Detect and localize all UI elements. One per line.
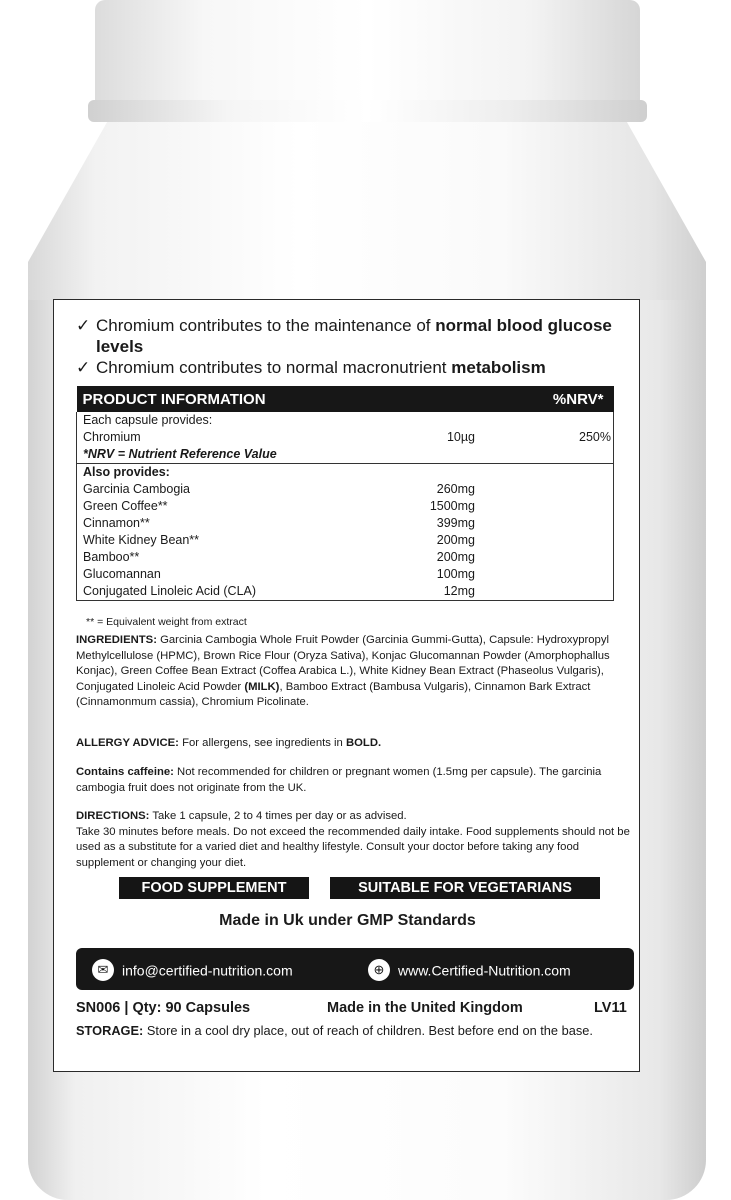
ingredients-text [76,633,636,711]
ingredient-amount: 12mg [349,583,545,601]
table-row [77,412,614,429]
envelope-icon: ✉ [92,959,114,981]
directions-text: Take 1 capsule, 2 to 4 times per day or as advised. [149,810,407,822]
product-info-header: PRODUCT INFORMATION [77,386,546,412]
ingredient-amount: 200mg [436,550,475,564]
ingredient-amount: 100mg [436,567,475,581]
ingredient-name: Conjugated Linoleic Acid (CLA) [77,583,350,601]
ingredient-name: Glucomannan [83,567,161,581]
claim-bold: metabolism [451,358,546,377]
caffeine-label: Contains caffeine: [76,766,174,778]
website-text: www.Certified-Nutrition.com [398,962,571,979]
storage-info [76,1022,636,1039]
claim-item [76,315,636,357]
allergen-bold: (MILK) [244,680,280,693]
caffeine-text: Not recommended for children or pregnant women (1.5mg per capsule). The garcinia cambogia fruit does not originate from the UK. [76,766,602,794]
allergy-label: ALLERGY ADVICE: [76,737,179,749]
storage-text: Store in a cool dry place, out of reach of children. Best before end on the base. [143,1023,593,1038]
ingredient-name: White Kidney Bean** [83,533,200,547]
nrv-note: *NRV = Nutrient Reference Value [77,446,614,464]
table-row [77,515,614,532]
also-provides-label: Also provides: [83,465,170,479]
table-row [77,532,614,549]
website-contact[interactable] [368,948,571,990]
made-in: Made in the United Kingdom [327,1000,523,1016]
directions [76,809,636,871]
ingredient-name: Garcinia Cambogia [83,482,190,496]
allergy-bold: BOLD. [345,737,382,749]
nutrient-nrv: 250% [579,430,611,444]
ingredient-amount: 200mg [436,533,475,547]
table-row [77,549,614,566]
bottle-cap-rim [88,100,647,122]
product-information-table [76,386,614,601]
food-supplement-badge: FOOD SUPPLEMENT [119,877,309,899]
directions-label: DIRECTIONS: [76,810,150,822]
lot-code: LV11 [594,1000,627,1016]
table-row [77,498,614,515]
email-contact[interactable] [92,948,293,990]
nutrient-amount: 10µg [446,430,475,444]
claim-item [76,357,636,378]
claim-text: Chromium contributes to the maintenance of [96,316,436,335]
table-row [77,464,614,482]
check-icon: ✓ [76,316,91,335]
allergy-text: For allergens, see ingredients in [178,737,346,749]
check-icon: ✓ [76,358,91,377]
ingredient-amount: 1500mg [429,499,475,513]
ingredients-body-2: , Bamboo Extract (Bambusa Vulgaris), Cinnamon Bark Extract (Cinnamonmum cassia), Chromium Picolinate. [76,680,591,708]
ingredient-name: Green Coffee** [83,499,168,513]
allergy-advice [76,736,636,752]
table-row [77,481,614,498]
ingredient-amount: 260mg [436,482,475,496]
globe-icon: ⊕ [368,959,390,981]
claim-bold: normal blood glucose levels [96,316,612,356]
ingredients-label: INGREDIENTS: [76,634,157,646]
nrv-header: %NRV* [545,386,614,412]
caffeine-warning [76,765,636,796]
email-text: info@certified-nutrition.com [122,962,293,979]
ingredient-name: Bamboo** [83,550,140,564]
extract-footnote: ** = Equivalent weight from extract [86,616,247,628]
table-row [77,429,614,446]
product-code: SN006 | Qty: 90 Capsules [76,1000,251,1016]
ingredient-name: Cinnamon** [83,516,150,530]
each-capsule-label: Each capsule provides: [83,413,213,427]
storage-label: STORAGE: [76,1023,144,1038]
table-row [77,566,614,583]
health-claims [76,315,636,378]
vegetarian-badge: SUITABLE FOR VEGETARIANS [330,877,600,899]
ingredients-body: Garcinia Cambogia Whole Fruit Powder (Garcinia Gummi-Gutta), Capsule: Hydroxypropyl Methylcellulose (HPMC), Brown Rice Flour (Oryza Sativa), Konjac Glucomannan Powder (Amorphophallus Konjac), Green Coffee Bean Extract (Coffea Arabica L.), White Kidney Bean Extract (Phaseolus Vulgaris), Conjugated Linoleic Acid Powder [76,634,610,693]
ingredient-amount: 399mg [436,516,475,530]
product-label [53,299,640,1072]
gmp-statement: Made in Uk under GMP Standards [219,912,476,929]
table-row [77,446,614,464]
contact-bar [76,948,634,990]
directions-text-2: Take 30 minutes before meals. Do not exceed the recommended daily intake. Food supplements should not be used as a substitute for a varied diet and healthy lifestyle. Consult your doctor before taking any food supplement or changing your diet. [76,825,630,869]
table-row [77,583,614,601]
nutrient-name: Chromium [83,430,141,444]
claim-text: Chromium contributes to normal macronutrient [96,358,452,377]
bottle-shoulder [28,118,706,318]
